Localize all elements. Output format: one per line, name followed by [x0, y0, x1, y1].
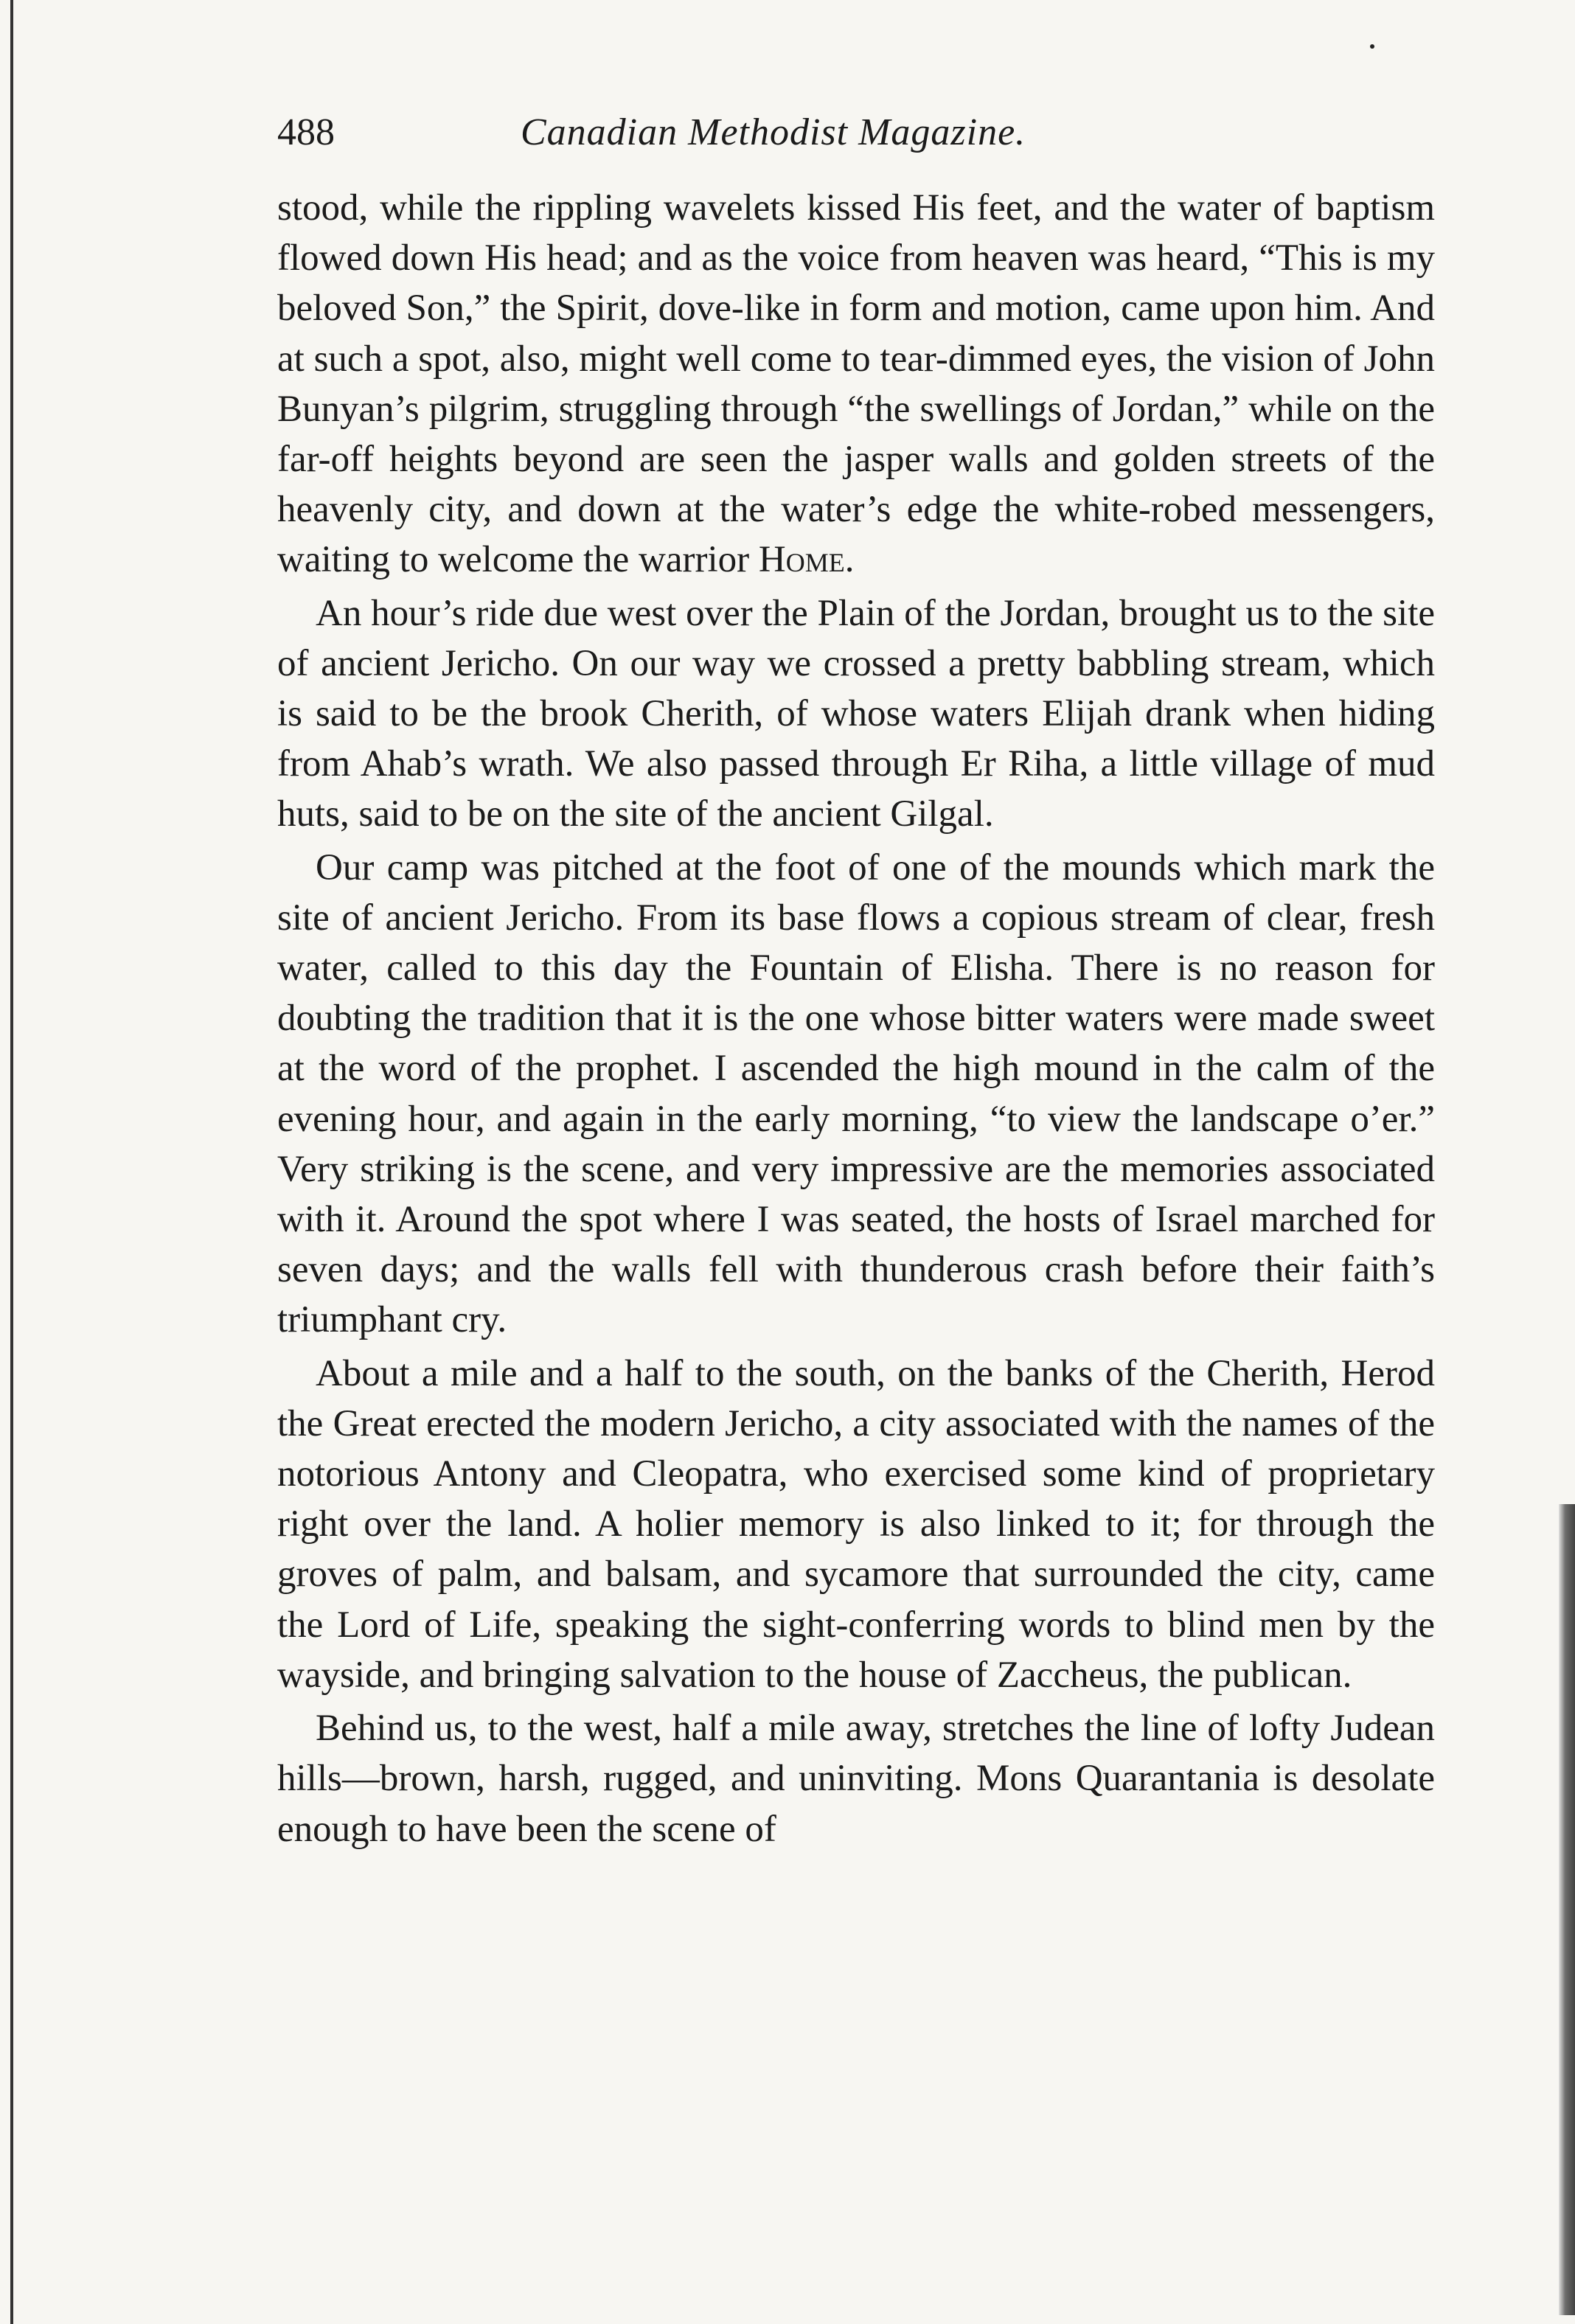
- ink-speck: [1370, 44, 1374, 49]
- book-page: [277, 111, 1435, 1857]
- paragraph-2: An hour’s ride due west over the Plain of the Jordan, brought us to the site of ancient Jericho. On our way we crossed a pretty babbling stream, which is said to be the brook Cherith, of whose waters Elijah drank when hiding from Ahab’s wrath. We also passed through Er Riha, a little village of mud huts, said to be on the site of the ancient Gilgal.: [277, 592, 1435, 835]
- journal-title: Canadian Methodist Magazine.: [521, 111, 1026, 153]
- paragraph-5: Behind us, to the west, half a mile away, stretches the line of lofty Judean hills—brown, harsh, rugged, and uninviting. Mons Quarantania is desolate enough to have been the scene of: [277, 1708, 1435, 1850]
- paragraph-4: About a mile and a half to the south, on the banks of the Cherith, Herod the Great erected the modern Jericho, a city associated with the names of the notorious Antony and Cleopatra, who exercised some kind of proprietary right over the land. A holier memory is also linked to it; for through the groves of palm, and balsam, and sycamore that surrounded the city, came the Lord of Life, speaking the sight-conferring words to blind men by the wayside, and bringing salvation to the house of Zaccheus, the publican.: [277, 1352, 1435, 1696]
- page-number: 488: [277, 111, 335, 153]
- closing-word: Home.: [758, 539, 855, 581]
- paragraph-1: [277, 183, 1435, 585]
- paragraph-3: Our camp was pitched at the foot of one of the mounds which mark the site of ancient Jericho. From its base flows a copious stream of clear, fresh water, called to this day the Fountain of Elisha. There is no reason for doubting the tradition that it is the one whose bitter waters were made sweet at the word of the prophet. I ascended the high mound in the calm of the evening hour, and again in the early morning, “to view the landscape o’er.” Very striking is the scene, and very impressive are the memories associated with it. Around the spot where I was seated, the hosts of Israel marched for seven days; and the walls fell with thunderous crash before their faith’s triumphant cry.: [277, 846, 1435, 1341]
- running-head: [277, 111, 1435, 162]
- paragraph-1-text: stood, while the rippling wavelets kissed His feet, and the water of baptism flowed down His head; and as the voice from heaven was heard, “This is my beloved Son,” the Spirit, dove-like in form and motion, came upon him. And at such a spot, also, might well come to tear-dimmed eyes, the vision of John Bunyan’s pilgrim, struggling through “the swellings of Jordan,” while on the far-off heights beyond are seen the jasper walls and golden streets of the heavenly city, and down at the water’s edge the white-robed messengers, waiting to welcome the warrior: [277, 187, 1435, 581]
- binding-edge-shadow: [10, 0, 13, 2324]
- page-edge-shadow: [1559, 1504, 1575, 2315]
